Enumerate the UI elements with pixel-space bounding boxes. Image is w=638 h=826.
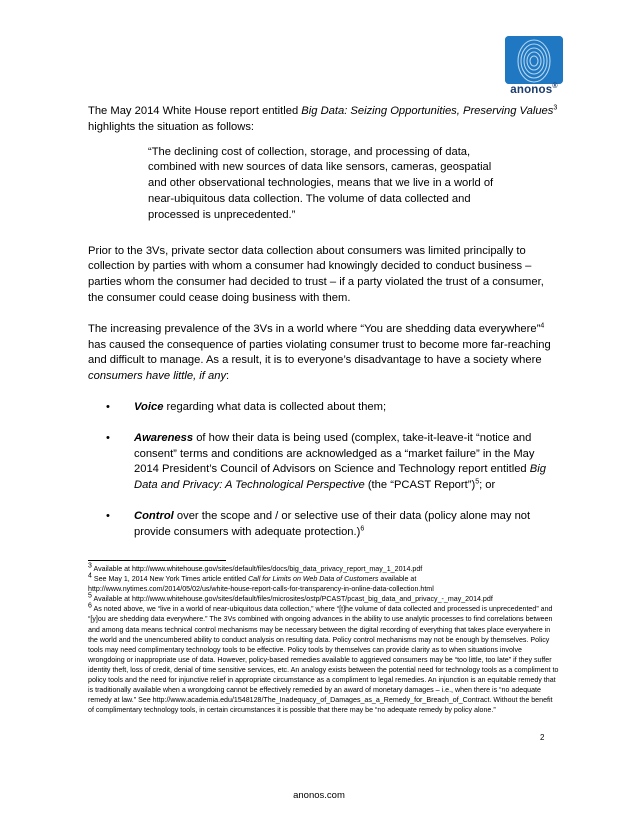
footnote-4: $^4$ See May 1, 2014 New York Times article entitled Call for Limits on Web Data of Customers available at http://www.nytimes.com/2014/05/02/us/white-house-report-calls-for-transparency-in-online-data-collection.html — [88, 572, 434, 594]
intro-paragraph: The May 2014 White House report entitled Big Data: Seizing Opportunities, Preserving Values$^3$ highlights the situation as follows: — [88, 104, 558, 133]
footnote-separator — [88, 560, 226, 561]
bullet-dot: • — [106, 431, 110, 444]
page-number: 2 — [540, 733, 545, 742]
document-body — [88, 104, 560, 556]
bullet-list — [88, 400, 560, 541]
report-title: Big Data: Seizing Opportunities, Preserving Values — [301, 105, 554, 117]
block-quote: “The declining cost of collection, storage, and processing of data, combined with new sources of data like sensors, cameras, geospatial and other observational technologies, means that we live in a world of near-ubiquitous data collection. The volume of data collected and processed is unprecedented.” — [148, 145, 494, 221]
bullet-dot: • — [106, 400, 110, 413]
footnote-5: $^5$ Available at http://www.whitehouse.gov/sites/default/files/microsites/ostp/PCAST/pcast_big_data_and_privacy_-_may_2014.pdf — [88, 592, 493, 604]
footnotes — [88, 564, 560, 715]
paragraph-prior-3vs: Prior to the 3Vs, private sector data collection about consumers was limited principally to collection by parties with whom a consumer had knowingly decided to conduct business – parties whom the consumer had decided to trust – if a party violated the trust of a consumer, the consumer could cease doing business with them. — [88, 244, 544, 304]
bullet-dot: • — [106, 509, 110, 522]
paragraph-increasing-prevalence: The increasing prevalence of the 3Vs in a world where “You are shedding data everywhere”$^4$ has caused the consequence of parties violating consumer trust to become more far-reaching and difficult to manage. As a result, it is to everyone’s disadvantage to have a society where consumers have little, if any: — [88, 322, 551, 383]
fingerprint-icon — [505, 36, 563, 84]
anonos-logo — [505, 36, 563, 98]
bullet-voice: • Voice regarding what data is collected about them; — [106, 400, 560, 416]
bullet-control: • Control over the scope and / or selective use of their data (policy alone may not provide consumers with adequate protection.)$^6$ — [106, 509, 531, 538]
footer-website[interactable]: anonos.com — [293, 790, 345, 801]
bullet-awareness: • Awareness of how their data is being used (complex, take-it-leave-it “notice and consent” terms and conditions are acknowledged as a “market failure” in the May 2014 President’s Council of Advisors on Science and Technology report entitled Big Data and Privacy: A Technological Perspective (the “PCAST Report”)$^5$; or — [106, 431, 546, 492]
footnote-3: $^3$ Available at http://www.whitehouse.gov/sites/default/files/docs/big_data_privacy_report_may_1_2014.pdf — [88, 562, 423, 573]
logo-wordmark: anonos® — [510, 83, 558, 96]
footnote-6: $^6$ As noted above, we “live in a world of near-ubiquitous data collection,” where “[t]he volume of data collected and processed is unprecedented” and “[y]ou are shedding data everywhere.” The 3Vs combined with ongoing advances in the ability to use analytic processes to find correlations between and among data means technical control mechanisms may be necessary between the digital recording of everything that takes place everywhere in the world and the unencumbered ability to conduct analysis on resulting data. Policy control mechanisms may not be enough by themselves. Policy tools may need complimentary technology tools to be effective. Policy tools by themselves can provide clarity as to when situations involve wrongdoing or inappropriate use of data. However, policy-based remedies available to aggrieved consumers may be “too little, too late” if they suffer identity theft, loss of credit, denial of time sensitive services, etc. An analogy exists between the potential need for technology tools as a compliment to policy tools and the need for injunctive relief in appropriate circumstance as a compliment to legal remedies. An injunction is an equitable remedy that is traditionally available when a wrongdoing cannot be effectively remedied by an award of monetary damages – i.e., when there is “no adequate remedy at law.” See http://www.academia.edu/1548128/The_Inadequacy_of_Damages_as_a_Remedy_for_Breach_of_Contract. Without the benefit of complimentary technology tools, in certain circumstances it is possible that there may be “no adequate remedy by policy alone.” — [88, 603, 559, 715]
